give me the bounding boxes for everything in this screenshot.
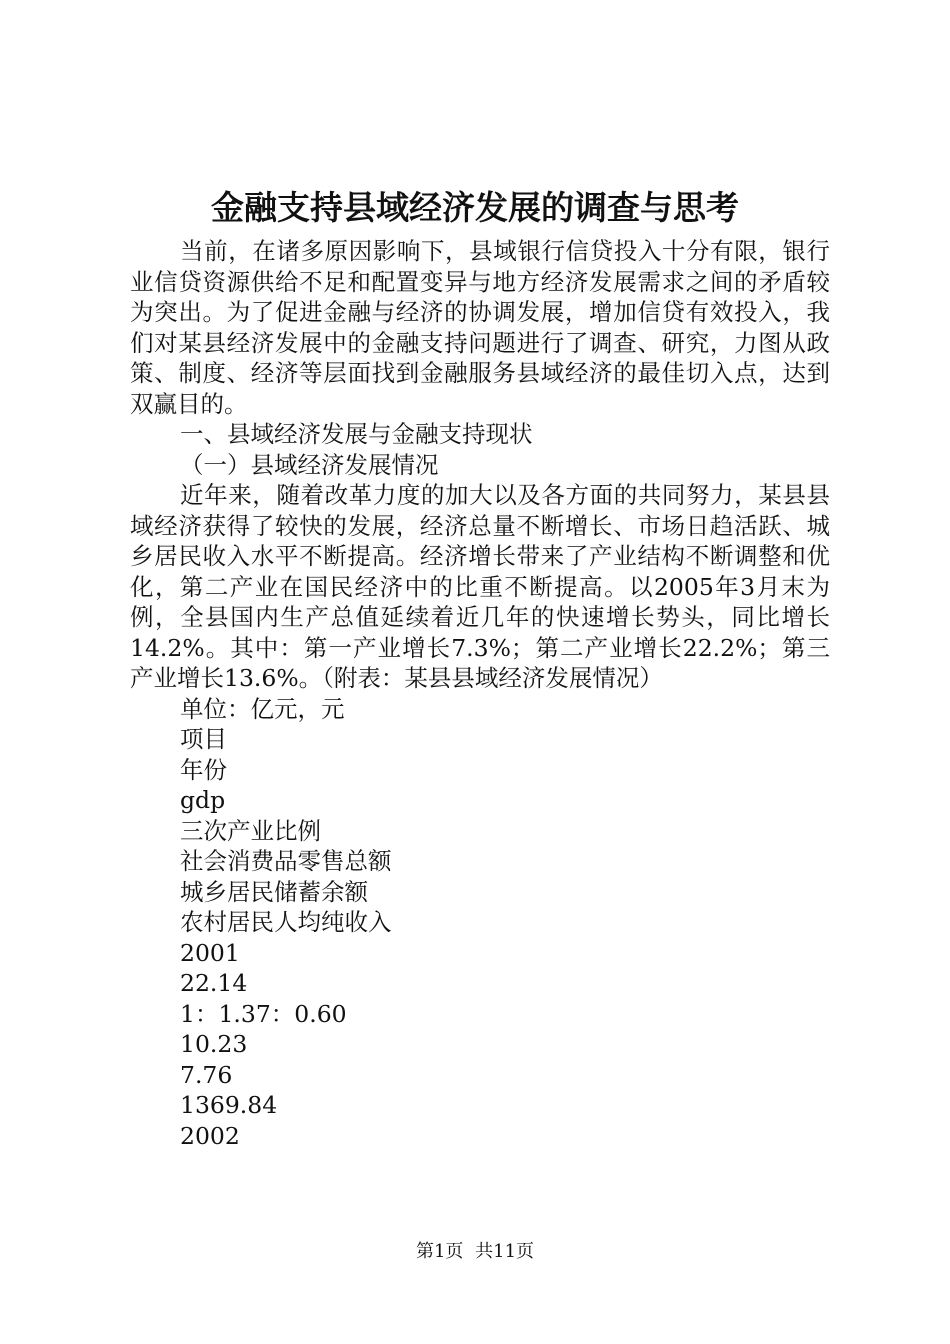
development-paragraph: 近年来，随着改革力度的加大以及各方面的共同努力，某县县域经济获得了较快的发展，经济总量不断增长、市场日趋活跃、城乡居民收入水平不断提高。经济增长带来了产业结构不断调整和优化，第二产业在国民经济中的比重不断提高。以2005年3月末为例，全县国内生产总值延续着近几年的快速增长势头，同比增长14.2%。其中：第一产业增长7.3%；第二产业增长22.2%；第三产业增长13.6%。（附表：某县县域经济发展情况） xyxy=(130,481,830,692)
page-total: 共11页 xyxy=(475,1241,535,1262)
table-header-industry-ratio: 三次产业比例 xyxy=(180,816,321,845)
table-unit: 单位：亿元，元 xyxy=(180,694,345,723)
table-cell: 10.23 xyxy=(180,1030,248,1058)
page-footer xyxy=(0,1240,950,1264)
table-cell: 1：1.37：0.60 xyxy=(180,999,347,1028)
table-header-retail-sales: 社会消费品零售总额 xyxy=(180,847,392,875)
table-header-savings: 城乡居民储蓄余额 xyxy=(180,877,368,906)
subsection-heading: （一）县域经济发展情况 xyxy=(180,450,439,479)
section-heading: 一、县域经济发展与金融支持现状 xyxy=(180,420,533,448)
document-body xyxy=(130,236,830,1151)
table-header-rural-income: 农村居民人均纯收入 xyxy=(180,908,392,936)
document-title: 金融支持县域经济发展的调查与思考 xyxy=(211,188,739,227)
intro-paragraph: 当前，在诸多原因影响下，县域银行信贷投入十分有限，银行业信贷资源供给不足和配置变异与地方经济发展需求之间的矛盾较为突出。为了促进金融与经济的协调发展，增加信贷有效投入，我们对某县经济发展中的金融支持问题进行了调查、研究，力图从政策、制度、经济等层面找到金融服务县域经济的最佳切入点，达到双赢目的。 xyxy=(130,237,830,418)
table-cell: 7.76 xyxy=(180,1060,233,1089)
table-header-item: 项目 xyxy=(180,725,227,753)
page-number: 第1页 xyxy=(415,1241,464,1262)
table-cell: 1369.84 xyxy=(180,1091,278,1119)
table-header-year: 年份 xyxy=(180,755,227,784)
table-header-gdp: gdp xyxy=(180,786,226,814)
table-cell: 22.14 xyxy=(180,969,248,997)
table-cell: 2001 xyxy=(180,938,240,967)
table-cell: 2002 xyxy=(180,1121,240,1150)
